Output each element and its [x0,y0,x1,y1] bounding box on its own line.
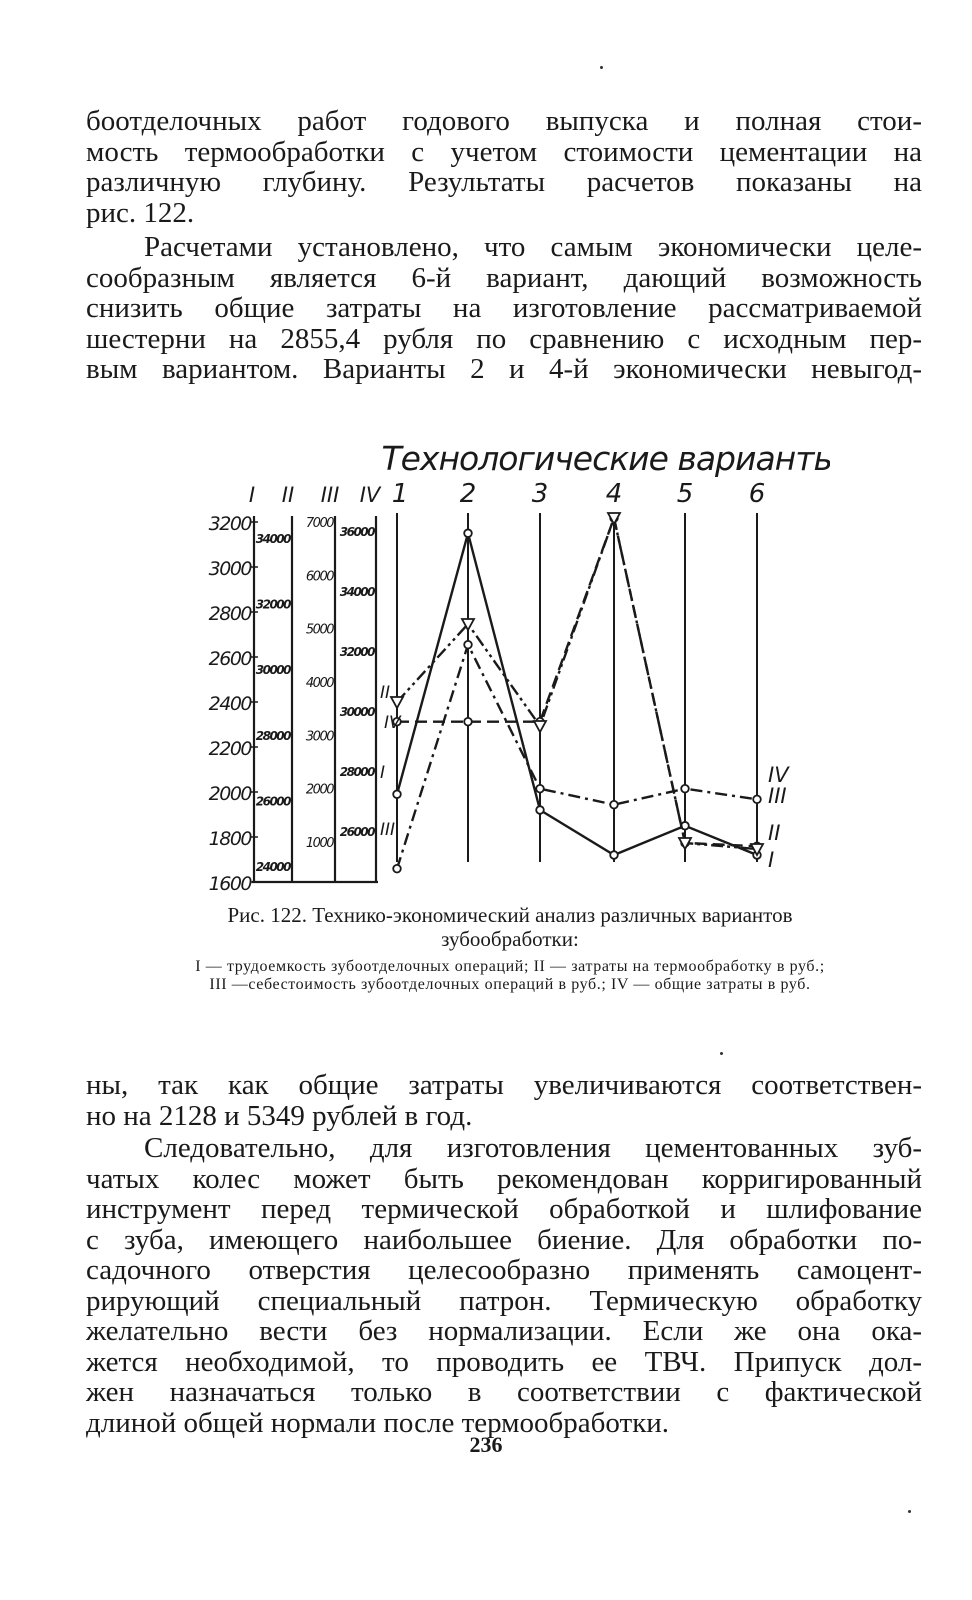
paragraph-top-1 [86,106,922,228]
series-label-right: IV [768,763,789,787]
text-line: ны, так как общие затраты увеличиваются соответствен- [86,1069,922,1101]
scale-I-tick-label: 3200 [208,513,251,535]
series-III-point [753,796,761,804]
scale-III-tick-label: 3000 [305,729,333,745]
series-II-point [464,718,472,726]
scale-IV-tick-label: 36000 [339,525,374,539]
series-label-right: I [768,848,775,872]
text-line: инструмент перед термической обработкой и шлифование [86,1193,922,1225]
paragraph-bottom-1 [86,1070,922,1131]
scale-III-tick-label: 2000 [305,782,333,798]
scale-III-tick-label: 6000 [305,569,333,585]
scale-III-tick-label: 1000 [305,836,333,851]
scale-I-tick-label: 2600 [208,648,251,670]
scale-IV-tick-label: 32000 [339,645,374,659]
text-line: мость термообработки с учетом стоимости цементации на [86,135,922,168]
chart-title: Технологические варианты [381,439,830,478]
series-I-point [464,529,472,537]
scale-I-tick-label: 2800 [208,603,251,625]
variant-label: 3 [531,479,549,509]
variant-label: 4 [605,479,623,509]
series-label-left: I [380,763,386,783]
text-line: различную глубину. Результаты расчетов показаны на [86,166,922,198]
series-I-point [610,851,618,859]
series-IV-point [391,697,403,708]
scale-I-tick-label: 3000 [208,558,251,580]
text-line: снизить общие затраты на изготовление рассматриваемой [86,292,922,324]
series-label-left: II [380,683,391,703]
text-line: жется необходимой, то проводить ее ТВЧ. Припуск дол- [86,1345,922,1378]
variant-label: 1 [391,479,409,509]
series-I-point [536,806,544,814]
variant-label: 6 [748,479,766,509]
series-III-point [610,801,618,809]
paragraph-bottom-2 [86,1133,922,1438]
scale-header-label: IV [359,483,381,507]
scan-speck [720,1052,723,1055]
chart [190,430,830,900]
text-line: но на 2128 и 5349 рублей в год. [86,1099,473,1132]
figure-caption-legend: I — трудоемкость зубоотделочных операций; II — затраты на термообработку в руб.; III —себестоимость зубоотделочных операций в руб.; IV — общие затраты в руб. [195,958,825,993]
scale-I-tick-label: 2000 [208,783,251,805]
scale-header-label: II [281,483,295,507]
series-III-line [397,645,757,869]
scale-II-tick-label: 32000 [255,597,290,612]
series-label-right: II [768,821,781,845]
text-line: с зуба, имеющего наибольшее биение. Для обработки по- [86,1223,922,1256]
text-line: длиной общей нормали после термообработки. [86,1406,670,1439]
series-label-left: III [380,820,396,840]
series-IV-line [397,518,757,849]
figure-caption-title: Рис. 122. Технико-экономический анализ различных вариантов зубообработки: [227,903,793,951]
scale-III-tick-label: 7000 [305,516,333,531]
scale-II-tick-label: 26000 [255,794,290,809]
text-line: жен назначаться только в соответствии с фактической [86,1376,922,1408]
text-line: сообразным является 6-й вариант, дающий возможность [86,261,922,294]
scale-I-tick-label: 1600 [208,873,251,895]
text-line: Расчетами установлено, что самым экономически целе- [144,231,922,263]
scale-header-label: III [320,483,340,507]
scan-speck [908,1510,911,1513]
scale-I-tick-label: 1800 [208,828,251,850]
series-label-left: IV [384,713,401,733]
variant-label: 5 [676,479,694,509]
scale-II-tick-label: 30000 [255,663,290,678]
scale-II-tick-label: 24000 [255,859,290,874]
scale-I-tick-label: 2200 [208,738,251,760]
text-line: рирующий специальный патрон. Термическую обработку [86,1284,922,1317]
text-line: Следовательно, для изготовления цементованных зуб- [144,1132,922,1164]
scale-IV-tick-label: 26000 [339,825,374,839]
scale-IV-tick-label: 34000 [339,585,374,599]
text-line: боотделочных работ годового выпуска и полная стои- [86,105,922,137]
scale-IV-tick-label: 28000 [339,765,374,779]
paragraph-top-2 [86,232,922,385]
scan-speck [600,66,603,69]
series-III-point [681,785,689,793]
variant-label: 2 [459,479,477,509]
scale-II-tick-label: 28000 [255,728,290,743]
text-line: рис. 122. [86,196,195,229]
text-line: вым вариантом. Варианты 2 и 4-й экономически невыгод- [86,353,922,385]
series-label-right: III [768,784,787,808]
text-line: шестерни на 2855,4 рубля по сравнению с исходным пер- [86,322,922,355]
scale-III-tick-label: 5000 [305,622,333,638]
text-line: желательно вести без нормализации. Если же она ока- [86,1315,922,1347]
series-III-point [464,641,472,649]
series-I-point [393,790,401,798]
text-line: садочного отверстия целесообразно применять самоцент- [86,1254,922,1286]
text-line: чатых колес может быть рекомендован корригированный [86,1162,922,1195]
scale-I-tick-label: 2400 [208,693,251,715]
page-number: 236 [469,1432,503,1457]
scale-II-tick-label: 34000 [255,532,290,547]
figure-122 [190,430,830,900]
series-III-point [393,865,401,873]
scale-III-tick-label: 4000 [305,676,333,691]
series-IV-point [534,721,546,732]
series-I-line [397,533,757,855]
scale-IV-tick-label: 30000 [339,705,374,719]
scale-header-label: I [248,483,256,507]
series-III-point [536,785,544,793]
